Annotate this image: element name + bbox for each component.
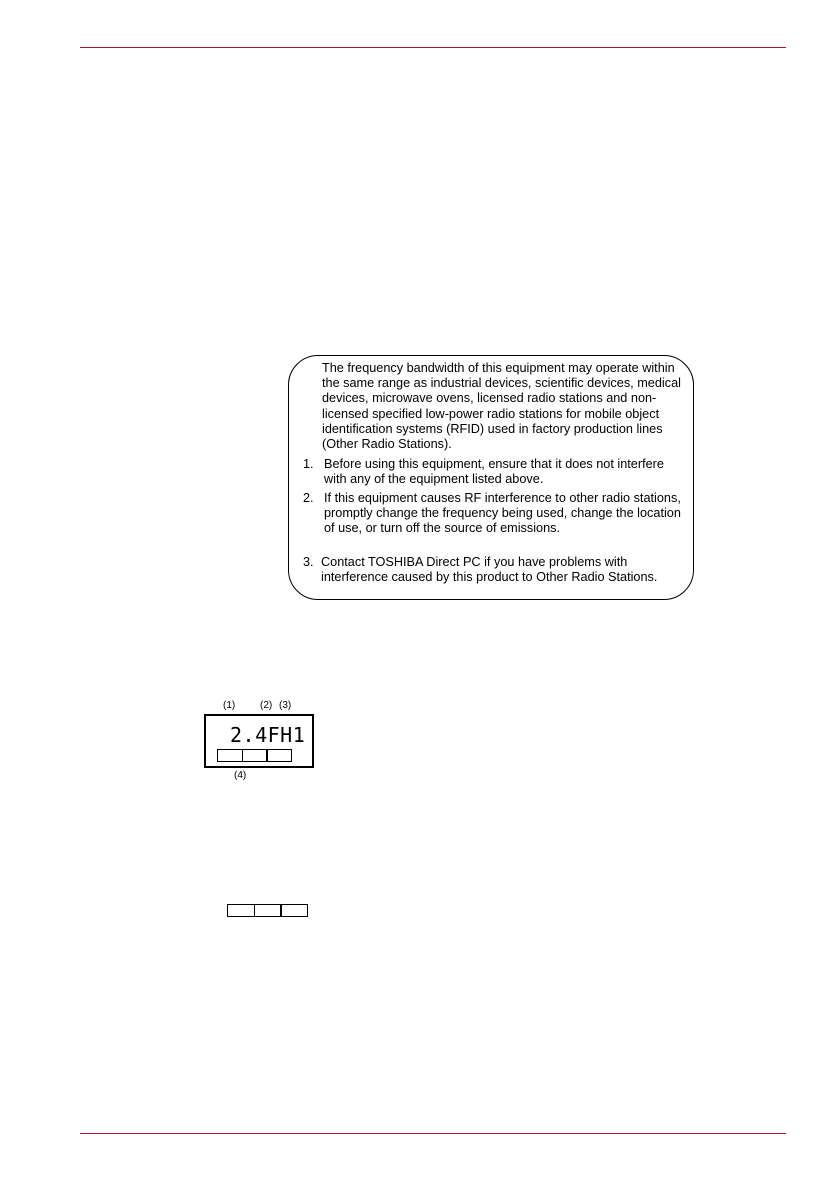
notice-intro: The frequency bandwidth of this equipment may operate within the same range as industrial devices, scientific devices, medical devices, microwave ovens, licensed radio stations and non-licensed specified low-power radio stations for mobile object identification systems (RFID) used in factory production lines (Other Radio Stations). <box>322 361 681 452</box>
label-cell <box>217 749 243 762</box>
notice-item-number: 1. <box>303 457 314 471</box>
label-cell-row <box>217 749 291 762</box>
radio-interference-notice <box>288 355 694 600</box>
label-position-4: (4) <box>234 770 247 781</box>
notice-item-number: 3. <box>303 555 314 569</box>
band-cell <box>280 904 308 917</box>
header-rule <box>80 47 786 48</box>
footer-rule <box>80 1133 786 1134</box>
band-cell <box>227 904 255 917</box>
notice-item-text: Before using this equipment, ensure that it does not interfere with any of the equipment listed above. <box>324 457 664 487</box>
frequency-label-box <box>204 714 314 768</box>
notice-item-text: Contact TOSHIBA Direct PC if you have problems with interference caused by this product to Other Radio Stations. <box>321 555 658 585</box>
label-cell <box>242 749 268 762</box>
notice-item-number: 2. <box>303 491 314 505</box>
label-position-1: (1) <box>223 700 236 711</box>
frequency-label-diagram <box>204 700 319 788</box>
frequency-code: 2.4FH1 <box>230 723 306 747</box>
band-indicator-cells <box>227 904 307 917</box>
band-cell <box>254 904 282 917</box>
notice-item-text: If this equipment causes RF interference to other radio stations, promptly change the frequency being used, change the location of use, or turn off the source of emissions. <box>324 491 681 536</box>
label-position-3: (3) <box>279 700 292 711</box>
label-cell <box>266 749 292 762</box>
label-position-2: (2) <box>260 700 273 711</box>
